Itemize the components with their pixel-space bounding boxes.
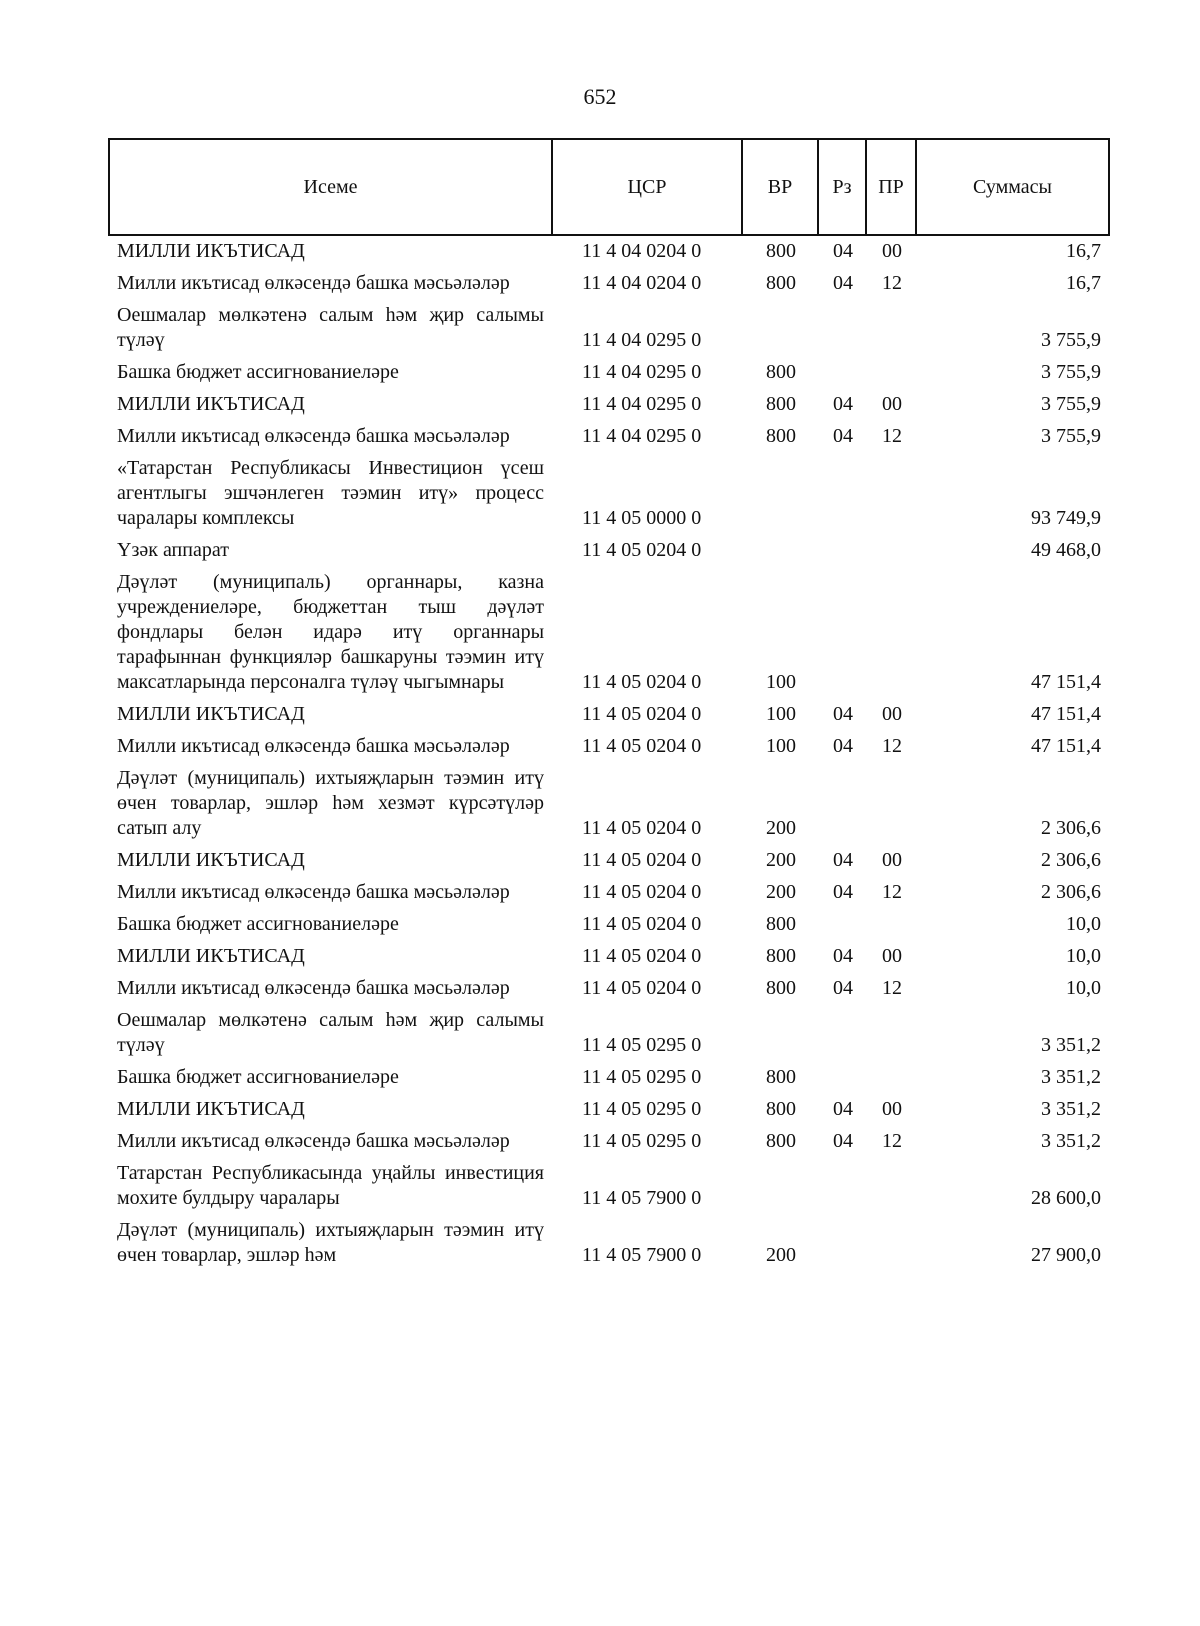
table-row [109,1215,1109,1272]
row-vr: 200 [766,1244,796,1266]
row-vr: 800 [766,945,796,967]
row-name: Милли икътисад өлкәсендә башка мәсьәләләр [117,881,510,903]
row-name: Дәүләт (муниципаль) ихтыяҗларын тәэмин итү өчен товарлар, эшләр һәм хезмәт күрсәтүләр сатып алу [117,767,544,839]
row-rz [818,909,866,941]
row-vr: 200 [766,849,796,871]
header-sum: Суммасы [916,139,1109,235]
row-pr: 12 [882,977,902,999]
row-code: 11 4 05 0204 0 [582,671,702,693]
row-sum: 3 755,9 [1041,393,1101,415]
row-sum: 3 755,9 [1041,425,1101,447]
header-code: ЦСР [552,139,742,235]
row-rz [818,1005,866,1062]
row-rz: 04 [833,977,853,999]
table-row [109,421,1109,453]
row-pr: 00 [882,240,902,262]
row-pr [866,909,916,941]
row-sum: 3 351,2 [1041,1130,1101,1152]
row-code: 11 4 04 0204 0 [582,240,702,262]
row-rz [818,300,866,357]
row-code: 11 4 04 0204 0 [582,272,702,294]
header-name: Исеме [109,139,552,235]
row-pr: 12 [882,272,902,294]
header-pr: ПР [866,139,916,235]
row-code: 11 4 05 0000 0 [582,507,702,529]
row-code: 11 4 05 0295 0 [582,1130,702,1152]
row-code: 11 4 05 0204 0 [582,817,702,839]
table-row [109,1094,1109,1126]
row-code: 11 4 04 0295 0 [582,425,702,447]
row-sum: 3 755,9 [1041,329,1101,351]
row-pr: 12 [882,1130,902,1152]
row-sum: 10,0 [1066,945,1101,967]
table-row [109,1158,1109,1215]
row-vr [742,1158,818,1215]
table-header [109,139,1109,235]
row-sum: 47 151,4 [1031,671,1101,693]
table-row [109,567,1109,699]
table-row [109,845,1109,877]
row-name: Үзәк аппарат [117,539,229,561]
row-vr: 200 [766,881,796,903]
row-sum: 2 306,6 [1041,817,1101,839]
row-vr: 800 [766,1098,796,1120]
row-name: Дәүләт (муниципаль) органнары, казна учреждениеләре, бюджеттан тыш дәүләт фондлары белән идарә итү органнары тарафыннан функцияләр башкаруны тәэмин итү максатларында персоналга түләү чыгымнары [117,571,544,693]
header-vr: ВР [742,139,818,235]
table-row [109,763,1109,845]
row-rz [818,1062,866,1094]
row-sum: 2 306,6 [1041,881,1101,903]
row-vr [742,300,818,357]
row-sum: 49 468,0 [1031,539,1101,561]
row-rz [818,357,866,389]
row-vr: 800 [766,1130,796,1152]
table-row [109,535,1109,567]
row-name: Оешмалар мөлкәтенә салым һәм җир салымы түләү [117,1009,544,1056]
row-vr: 800 [766,393,796,415]
row-sum: 2 306,6 [1041,849,1101,871]
row-vr: 800 [766,913,796,935]
row-name: Башка бюджет ассигнованиеләре [117,913,399,935]
row-pr [866,300,916,357]
row-code: 11 4 05 0204 0 [582,539,702,561]
row-rz: 04 [833,1098,853,1120]
row-rz: 04 [833,849,853,871]
row-pr: 12 [882,881,902,903]
row-vr: 800 [766,425,796,447]
row-name: МИЛЛИ ИКЪТИСАД [117,849,305,871]
row-sum: 47 151,4 [1031,735,1101,757]
row-pr [866,1158,916,1215]
row-name: Оешмалар мөлкәтенә салым һәм җир салымы түләү [117,304,544,351]
row-pr: 12 [882,735,902,757]
row-rz: 04 [833,240,853,262]
row-rz: 04 [833,735,853,757]
row-vr: 800 [766,361,796,383]
table-row [109,268,1109,300]
row-vr: 800 [766,240,796,262]
row-code: 11 4 05 0204 0 [582,977,702,999]
row-name: МИЛЛИ ИКЪТИСАД [117,945,305,967]
row-vr: 100 [766,703,796,725]
row-pr [866,567,916,699]
row-pr: 00 [882,393,902,415]
row-code: 11 4 05 0204 0 [582,735,702,757]
row-vr: 800 [766,977,796,999]
row-sum: 28 600,0 [1031,1187,1101,1209]
table-row [109,389,1109,421]
row-code: 11 4 05 0295 0 [582,1098,702,1120]
row-name: «Татарстан Республикасы Инвестицион үсеш агентлыгы эшчәнлеген тәэмин итү» процесс чаралары комплексы [117,457,544,529]
row-code: 11 4 04 0295 0 [582,329,702,351]
row-pr: 00 [882,1098,902,1120]
table-row [109,1005,1109,1062]
row-code: 11 4 05 0295 0 [582,1034,702,1056]
row-name: МИЛЛИ ИКЪТИСАД [117,703,305,725]
row-code: 11 4 05 7900 0 [582,1244,702,1266]
row-code: 11 4 05 0204 0 [582,849,702,871]
row-name: Башка бюджет ассигнованиеләре [117,1066,399,1088]
row-rz: 04 [833,881,853,903]
table-row [109,941,1109,973]
table-row [109,877,1109,909]
table-row [109,731,1109,763]
row-vr: 800 [766,272,796,294]
row-sum: 27 900,0 [1031,1244,1101,1266]
row-code: 11 4 05 0204 0 [582,703,702,725]
row-code: 11 4 05 0295 0 [582,1066,702,1088]
table-body [109,235,1109,1272]
row-code: 11 4 05 0204 0 [582,913,702,935]
row-rz: 04 [833,272,853,294]
row-pr [866,357,916,389]
row-sum: 3 351,2 [1041,1034,1101,1056]
table-row [109,909,1109,941]
row-rz: 04 [833,393,853,415]
row-vr: 800 [766,1066,796,1088]
row-pr [866,1215,916,1272]
row-vr: 100 [766,735,796,757]
row-rz [818,567,866,699]
table-row [109,1126,1109,1158]
row-vr [742,1005,818,1062]
row-vr: 200 [766,817,796,839]
table-row [109,973,1109,1005]
row-name: Милли икътисад өлкәсендә башка мәсьәләләр [117,977,510,999]
row-rz [818,453,866,535]
row-pr [866,1005,916,1062]
row-sum: 47 151,4 [1031,703,1101,725]
row-rz [818,1215,866,1272]
row-name: МИЛЛИ ИКЪТИСАД [117,240,305,262]
row-name: Башка бюджет ассигнованиеләре [117,361,399,383]
row-rz [818,535,866,567]
row-rz: 04 [833,1130,853,1152]
row-sum: 10,0 [1066,977,1101,999]
row-pr [866,535,916,567]
row-name: Милли икътисад өлкәсендә башка мәсьәләләр [117,1130,510,1152]
table-row [109,453,1109,535]
row-pr: 00 [882,703,902,725]
row-sum: 10,0 [1066,913,1101,935]
row-pr [866,453,916,535]
header-rz: Рз [818,139,866,235]
row-code: 11 4 04 0295 0 [582,393,702,415]
row-code: 11 4 04 0295 0 [582,361,702,383]
row-vr [742,535,818,567]
row-sum: 3 351,2 [1041,1066,1101,1088]
row-pr [866,1062,916,1094]
row-name: МИЛЛИ ИКЪТИСАД [117,393,305,415]
row-code: 11 4 05 0204 0 [582,945,702,967]
row-name: Милли икътисад өлкәсендә башка мәсьәләләр [117,425,510,447]
row-vr: 100 [766,671,796,693]
row-sum: 16,7 [1066,272,1101,294]
row-name: Татарстан Республикасында уңайлы инвестиция мохите булдыру чаралары [117,1162,544,1209]
row-sum: 93 749,9 [1031,507,1101,529]
row-code: 11 4 05 0204 0 [582,881,702,903]
row-rz: 04 [833,945,853,967]
row-pr: 00 [882,945,902,967]
table-row [109,300,1109,357]
row-code: 11 4 05 7900 0 [582,1187,702,1209]
row-rz [818,1158,866,1215]
row-rz: 04 [833,703,853,725]
row-rz: 04 [833,425,853,447]
table-row [109,1062,1109,1094]
row-sum: 16,7 [1066,240,1101,262]
row-pr: 12 [882,425,902,447]
row-name: Дәүләт (муниципаль) ихтыяҗларын тәэмин итү өчен товарлар, эшләр һәм [117,1219,544,1266]
row-sum: 3 351,2 [1041,1098,1101,1120]
page-number: 652 [583,84,617,109]
row-name: Милли икътисад өлкәсендә башка мәсьәләләр [117,735,510,757]
row-pr [866,763,916,845]
row-rz [818,763,866,845]
row-pr: 00 [882,849,902,871]
table-row [109,357,1109,389]
table-row [109,699,1109,731]
table-row [109,235,1109,268]
budget-table [108,138,1110,1272]
row-vr [742,453,818,535]
row-name: МИЛЛИ ИКЪТИСАД [117,1098,305,1120]
row-sum: 3 755,9 [1041,361,1101,383]
row-name: Милли икътисад өлкәсендә башка мәсьәләләр [117,272,510,294]
